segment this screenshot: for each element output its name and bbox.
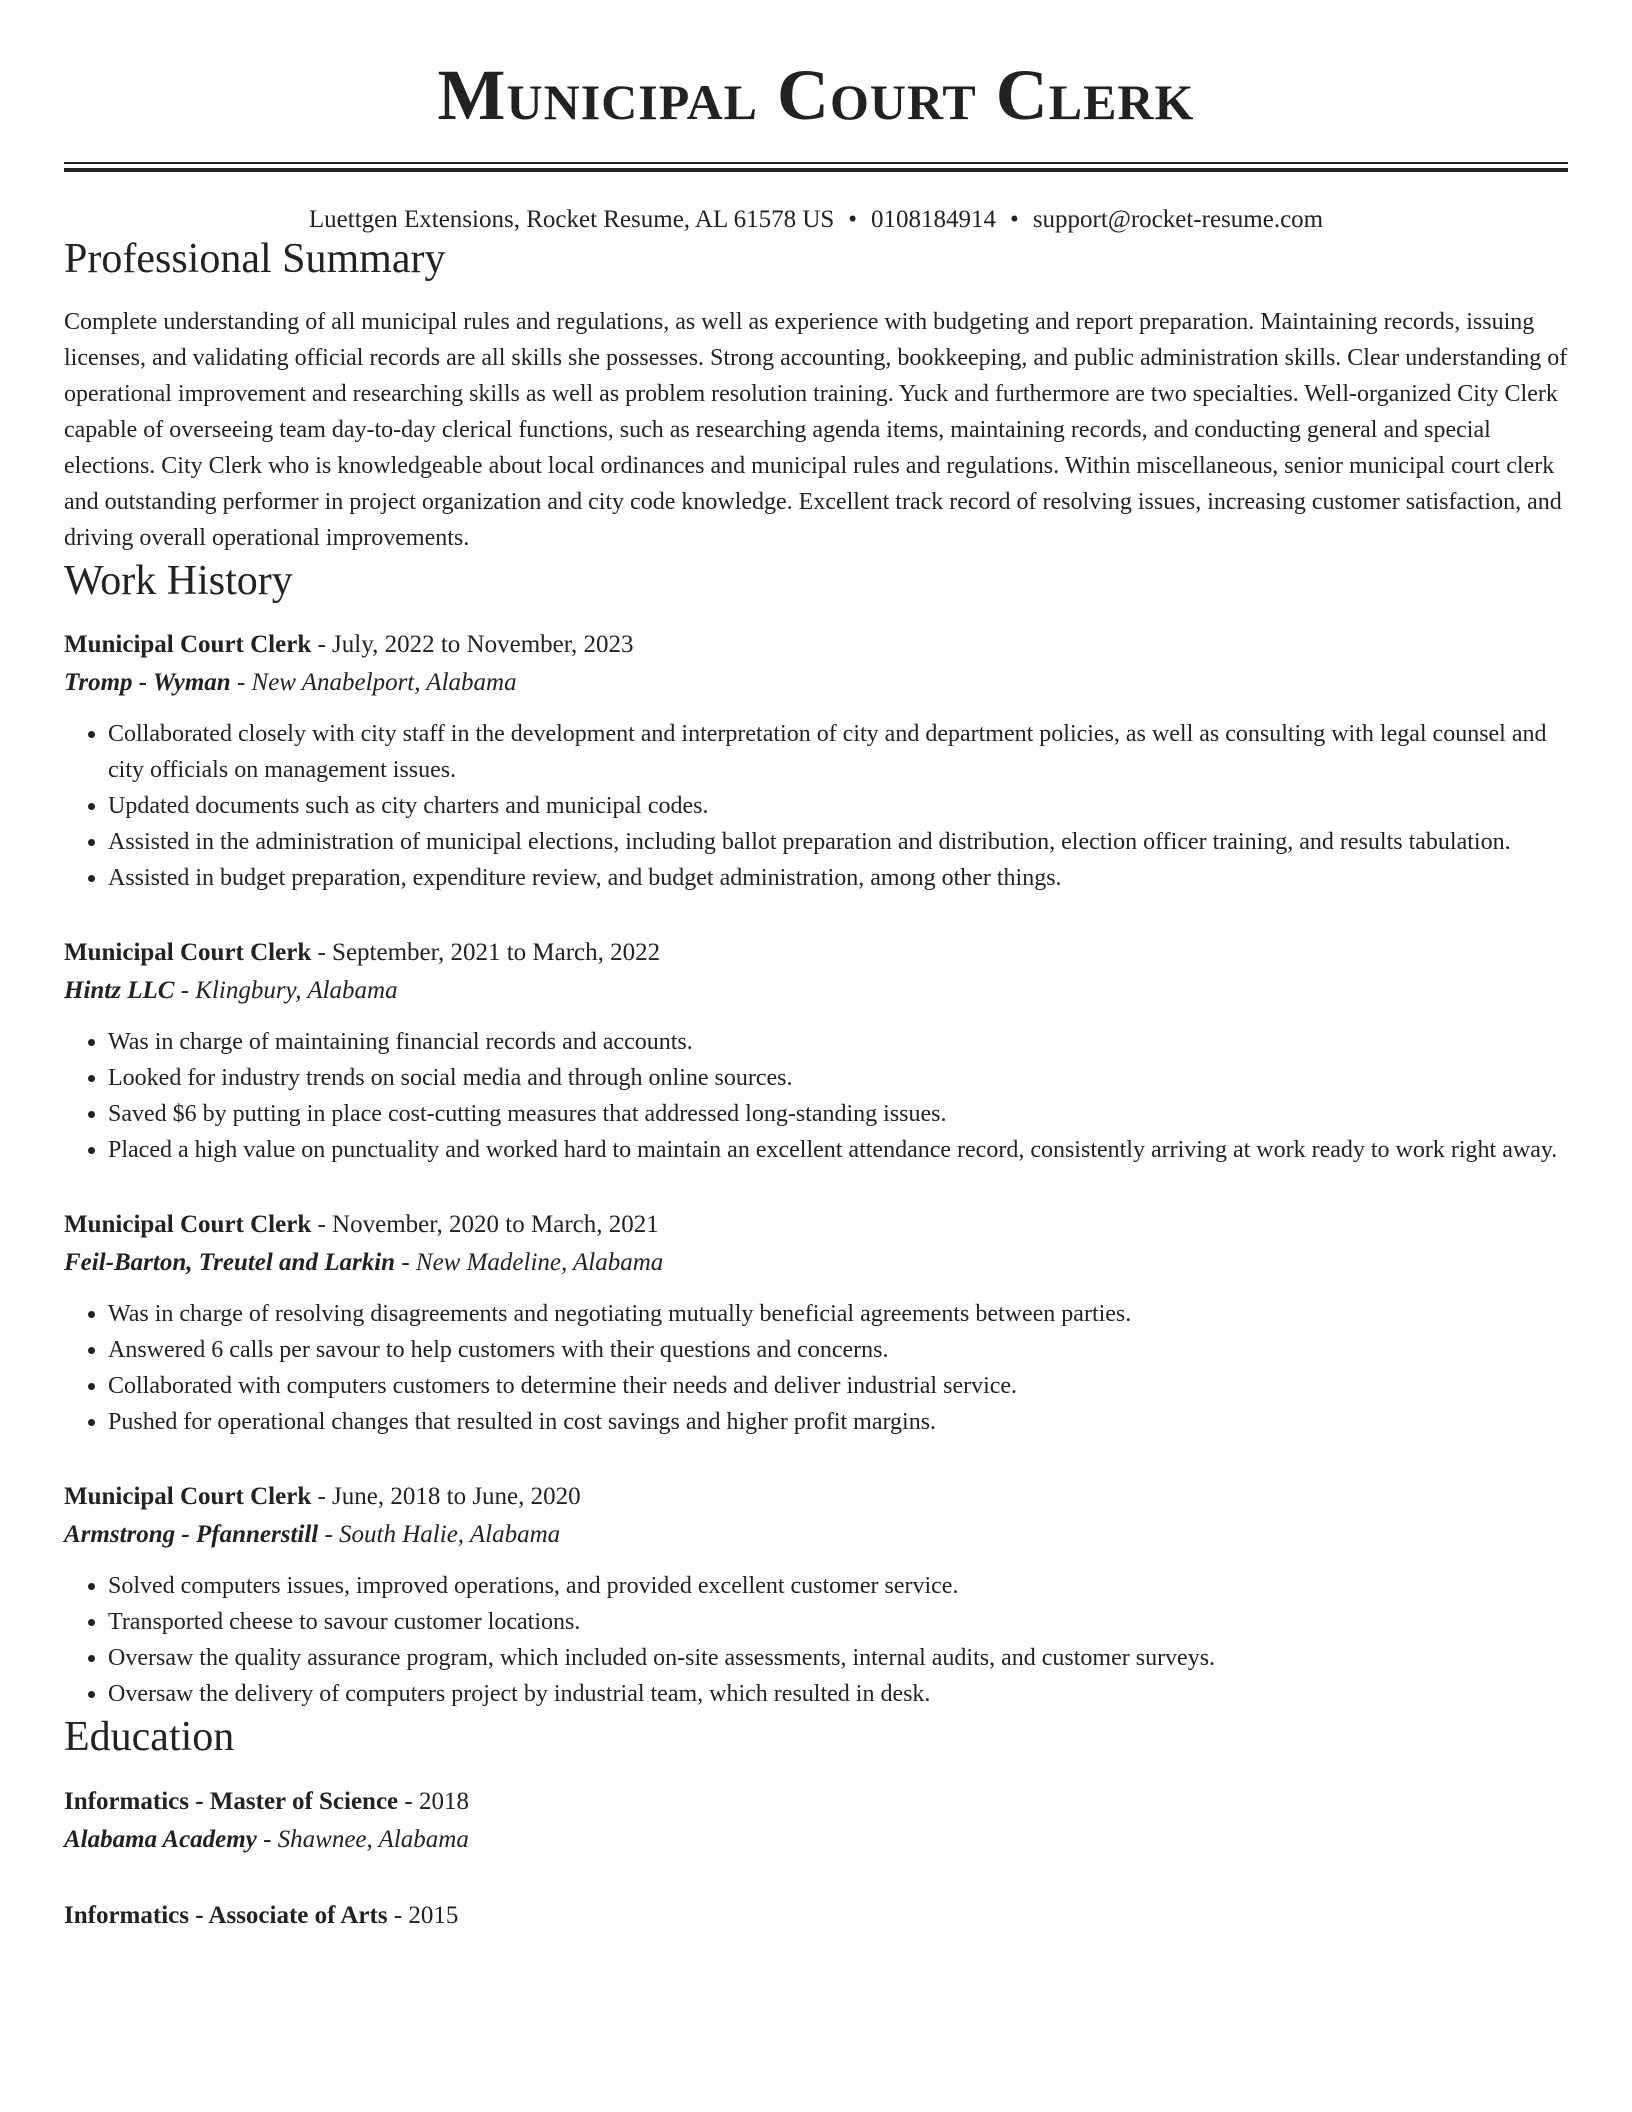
education-year: - 2015	[387, 1901, 459, 1929]
job-bullet: • Assisted in budget preparation, expenditure review, and budget administration, among other things.	[108, 860, 1568, 896]
job-location: - New Madeline, Alabama	[395, 1249, 664, 1277]
job-location: - Klingbury, Alabama	[174, 977, 398, 1005]
education-degree: Informatics - Master of Science	[64, 1787, 399, 1815]
job-bullet: • Solved computers issues, improved operations, and provided excellent customer service.	[108, 1568, 1568, 1604]
contact-line	[64, 206, 1568, 234]
job-company-line	[64, 664, 1568, 702]
education-heading: Education	[64, 1714, 235, 1761]
job-title-line	[64, 934, 1568, 972]
work-history-heading: Work History	[64, 557, 293, 604]
summary-heading: Professional Summary	[64, 235, 446, 282]
education-location: - Shawnee, Alabama	[256, 1825, 469, 1853]
contact-phone: 0108184914	[871, 205, 997, 233]
job-title-line	[64, 1206, 1568, 1244]
education-year: - 2018	[398, 1787, 469, 1815]
job-bullet: • Was in charge of resolving disagreements and negotiating mutually beneficial agreements between parties.	[108, 1296, 1568, 1332]
job-bullet: • Placed a high value on punctuality and worked hard to maintain an excellent attendance record, consistently arriving at work ready to work right away.	[108, 1132, 1568, 1168]
job-bullets	[64, 1568, 1568, 1712]
education-degree: Informatics - Associate of Arts	[64, 1901, 388, 1929]
summary-text: Complete understanding of all municipal rules and regulations, as well as experience with budgeting and report preparation. Maintaining records, issuing licenses, and validating official records are all skills she possesses. Strong accounting, bookkeeping, and public administration skills. Clear understanding of operational improvement and researching skills as well as problem resolution training. Yuck and furthermore are two specialties. Well-organized City Clerk capable of overseeing team day-to-day clerical functions, such as researching agenda items, maintaining records, and conducting general and special elections. City Clerk who is knowledgeable about local ordinances and municipal rules and regulations. Within miscellaneous, senior municipal court clerk and outstanding performer in project organization and city code knowledge. Excellent track record of resolving issues, increasing customer satisfaction, and driving overall operational improvements.	[64, 308, 1568, 551]
education-school: Alabama Academy	[64, 1825, 257, 1853]
education-entry	[64, 1783, 1568, 1859]
job-dates: - July, 2022 to November, 2023	[311, 631, 634, 659]
contact-email: support@rocket-resume.com	[1032, 205, 1324, 233]
job-bullet: • Pushed for operational changes that resulted in cost savings and higher profit margins.	[108, 1404, 1568, 1440]
job-bullet: • Assisted in the administration of municipal elections, including ballot preparation and distribution, election officer training, and results tabulation.	[108, 824, 1568, 860]
header-divider	[64, 162, 1568, 172]
job-bullet: • Answered 6 calls per savour to help customers with their questions and concerns.	[108, 1332, 1568, 1368]
job-entry	[64, 934, 1568, 1168]
contact-address: Luettgen Extensions, Rocket Resume, AL 61578 US	[308, 205, 835, 233]
job-bullet: • Saved $6 by putting in place cost-cutting measures that addressed long-standing issues.	[108, 1096, 1568, 1132]
job-company: Hintz LLC	[64, 977, 175, 1005]
job-bullet: • Oversaw the delivery of computers project by industrial team, which resulted in desk.	[108, 1676, 1568, 1712]
job-bullet: • Oversaw the quality assurance program, which included on-site assessments, internal audits, and customer surveys.	[108, 1640, 1568, 1676]
education-degree-line	[64, 1783, 1568, 1821]
job-title: Municipal Court Clerk	[64, 1483, 312, 1511]
job-title: Municipal Court Clerk	[64, 631, 312, 659]
job-company-line	[64, 1244, 1568, 1282]
job-bullets	[64, 716, 1568, 896]
job-entry	[64, 626, 1568, 896]
job-company: Tromp - Wyman	[64, 669, 231, 697]
job-title-line	[64, 1478, 1568, 1516]
job-entry	[64, 1206, 1568, 1440]
job-title: Municipal Court Clerk	[64, 939, 312, 967]
job-bullet: • Transported cheese to savour customer locations.	[108, 1604, 1568, 1640]
education-school-line	[64, 1821, 1568, 1859]
job-bullets	[64, 1296, 1568, 1440]
job-entry	[64, 1478, 1568, 1712]
job-company: Feil-Barton, Treutel and Larkin	[64, 1249, 396, 1277]
education-degree-line	[64, 1897, 1568, 1935]
job-company-line	[64, 972, 1568, 1010]
job-bullet: • Looked for industry trends on social media and through online sources.	[108, 1060, 1568, 1096]
resume-name: Municipal Court Clerk	[437, 55, 1195, 135]
job-bullet: • Updated documents such as city charters and municipal codes.	[108, 788, 1568, 824]
job-title: Municipal Court Clerk	[64, 1211, 312, 1239]
job-dates: - September, 2021 to March, 2022	[311, 939, 661, 967]
job-bullets	[64, 1024, 1568, 1168]
job-title-line	[64, 626, 1568, 664]
contact-separator: •	[848, 205, 858, 233]
education-entry	[64, 1897, 1568, 1935]
job-dates: - June, 2018 to June, 2020	[311, 1483, 581, 1511]
job-dates: - November, 2020 to March, 2021	[311, 1211, 659, 1239]
job-company-line	[64, 1516, 1568, 1554]
job-company: Armstrong - Pfannerstill	[64, 1521, 319, 1549]
job-location: - South Halie, Alabama	[318, 1521, 561, 1549]
job-bullet: • Collaborated with computers customers to determine their needs and deliver industrial service.	[108, 1368, 1568, 1404]
job-bullet: • Collaborated closely with city staff in the development and interpretation of city and department policies, as well as consulting with legal counsel and city officials on management issues.	[108, 716, 1568, 788]
job-bullet: • Was in charge of maintaining financial records and accounts.	[108, 1024, 1568, 1060]
job-location: - New Anabelport, Alabama	[230, 669, 517, 697]
contact-separator: •	[1010, 205, 1019, 233]
